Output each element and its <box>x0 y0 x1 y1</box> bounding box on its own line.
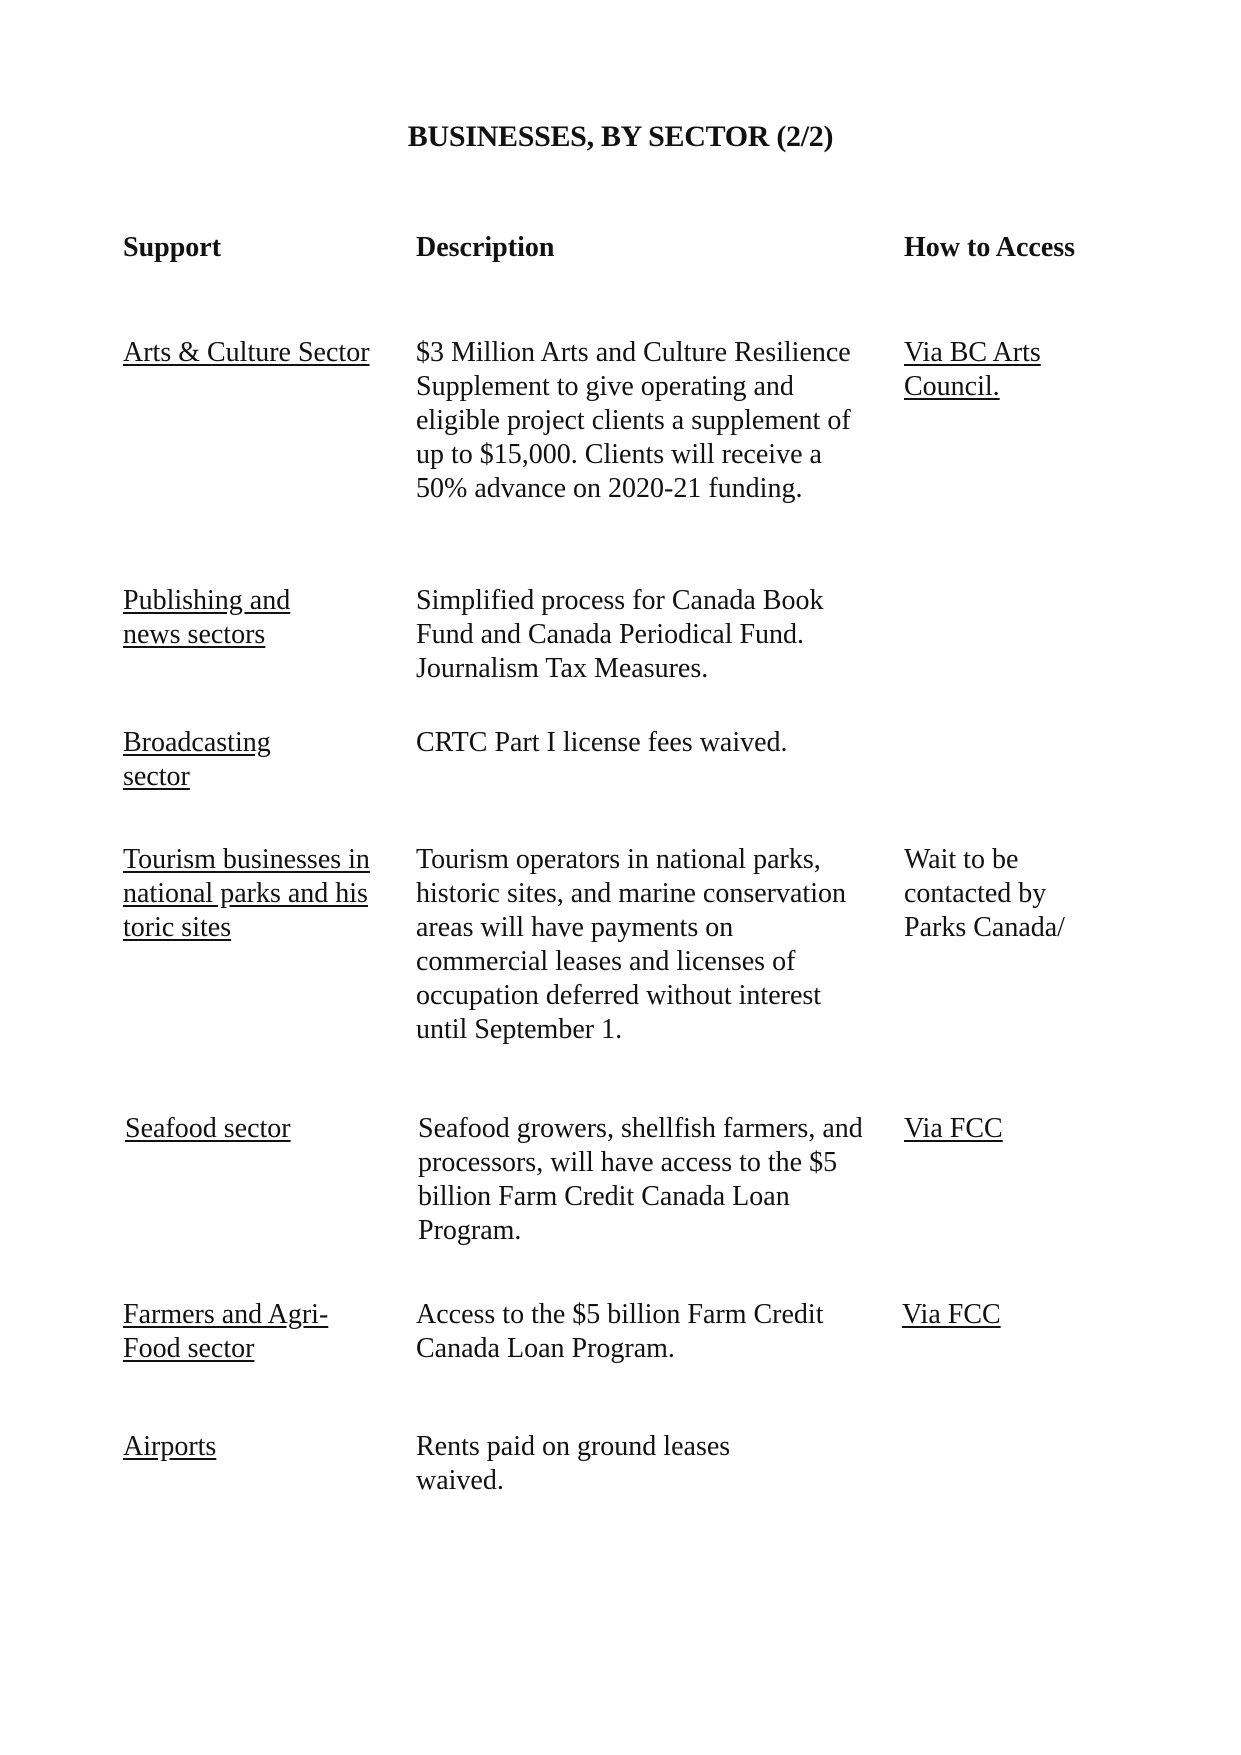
access-link-text[interactable]: Via BC Arts Council. <box>904 337 1041 402</box>
support-link-publishing-news[interactable]: Publishing and news sectors <box>123 585 291 650</box>
access-link-text[interactable]: Via FCC <box>904 1113 1003 1144</box>
access-fcc-farmers[interactable] <box>902 1298 1132 1332</box>
access-fcc-seafood[interactable] <box>904 1112 1134 1146</box>
access-parks-canada: Wait to be contacted by Parks Canada/ <box>904 844 1065 943</box>
description-broadcasting: CRTC Part I license fees waived. <box>416 727 788 758</box>
description-tourism: Tourism operators in national parks, historic sites, and marine conservation areas will have payments on commercial leases and licenses of occupation deferred without interest until September 1. <box>416 844 846 1045</box>
description-airports: Rents paid on ground leases waived. <box>416 1431 731 1496</box>
support-link-broadcasting[interactable]: Broadcasting sector <box>123 727 271 792</box>
access-link-text[interactable]: Via FCC <box>902 1299 1001 1330</box>
column-header-description: Description <box>416 232 555 263</box>
page-title: BUSINESSES, BY SECTOR (2/2) <box>407 120 834 153</box>
column-header-how-to-access: How to Access <box>904 232 1076 263</box>
column-header-support: Support <box>123 232 222 263</box>
description-seafood: Seafood growers, shellfish farmers, and processors, will have access to the $5 billion Farm Credit Canada Loan Program. <box>418 1113 863 1246</box>
access-link-bc-arts-council[interactable] <box>904 336 1064 404</box>
description-farmers-agri-food: Access to the $5 billion Farm Credit Canada Loan Program. <box>416 1299 824 1364</box>
support-link-airports[interactable]: Airports <box>123 1431 217 1462</box>
support-link-tourism[interactable]: Tourism businesses in national parks and historic sites <box>123 844 370 943</box>
support-link-farmers-agri-food[interactable]: Farmers and Agri-Food sector <box>123 1299 329 1364</box>
description-publishing-news: Simplified process for Canada Book Fund and Canada Periodical Fund. Journalism Tax Measures. <box>416 585 824 684</box>
description-arts-culture: $3 Million Arts and Culture Resilience Supplement to give operating and eligible project clients a supplement of up to $15,000. Clients will receive a 50% advance on 2020-21 funding. <box>416 337 851 504</box>
support-link-seafood[interactable]: Seafood sector <box>125 1113 291 1144</box>
support-link-arts-culture[interactable]: Arts & Culture Sector <box>123 337 370 368</box>
